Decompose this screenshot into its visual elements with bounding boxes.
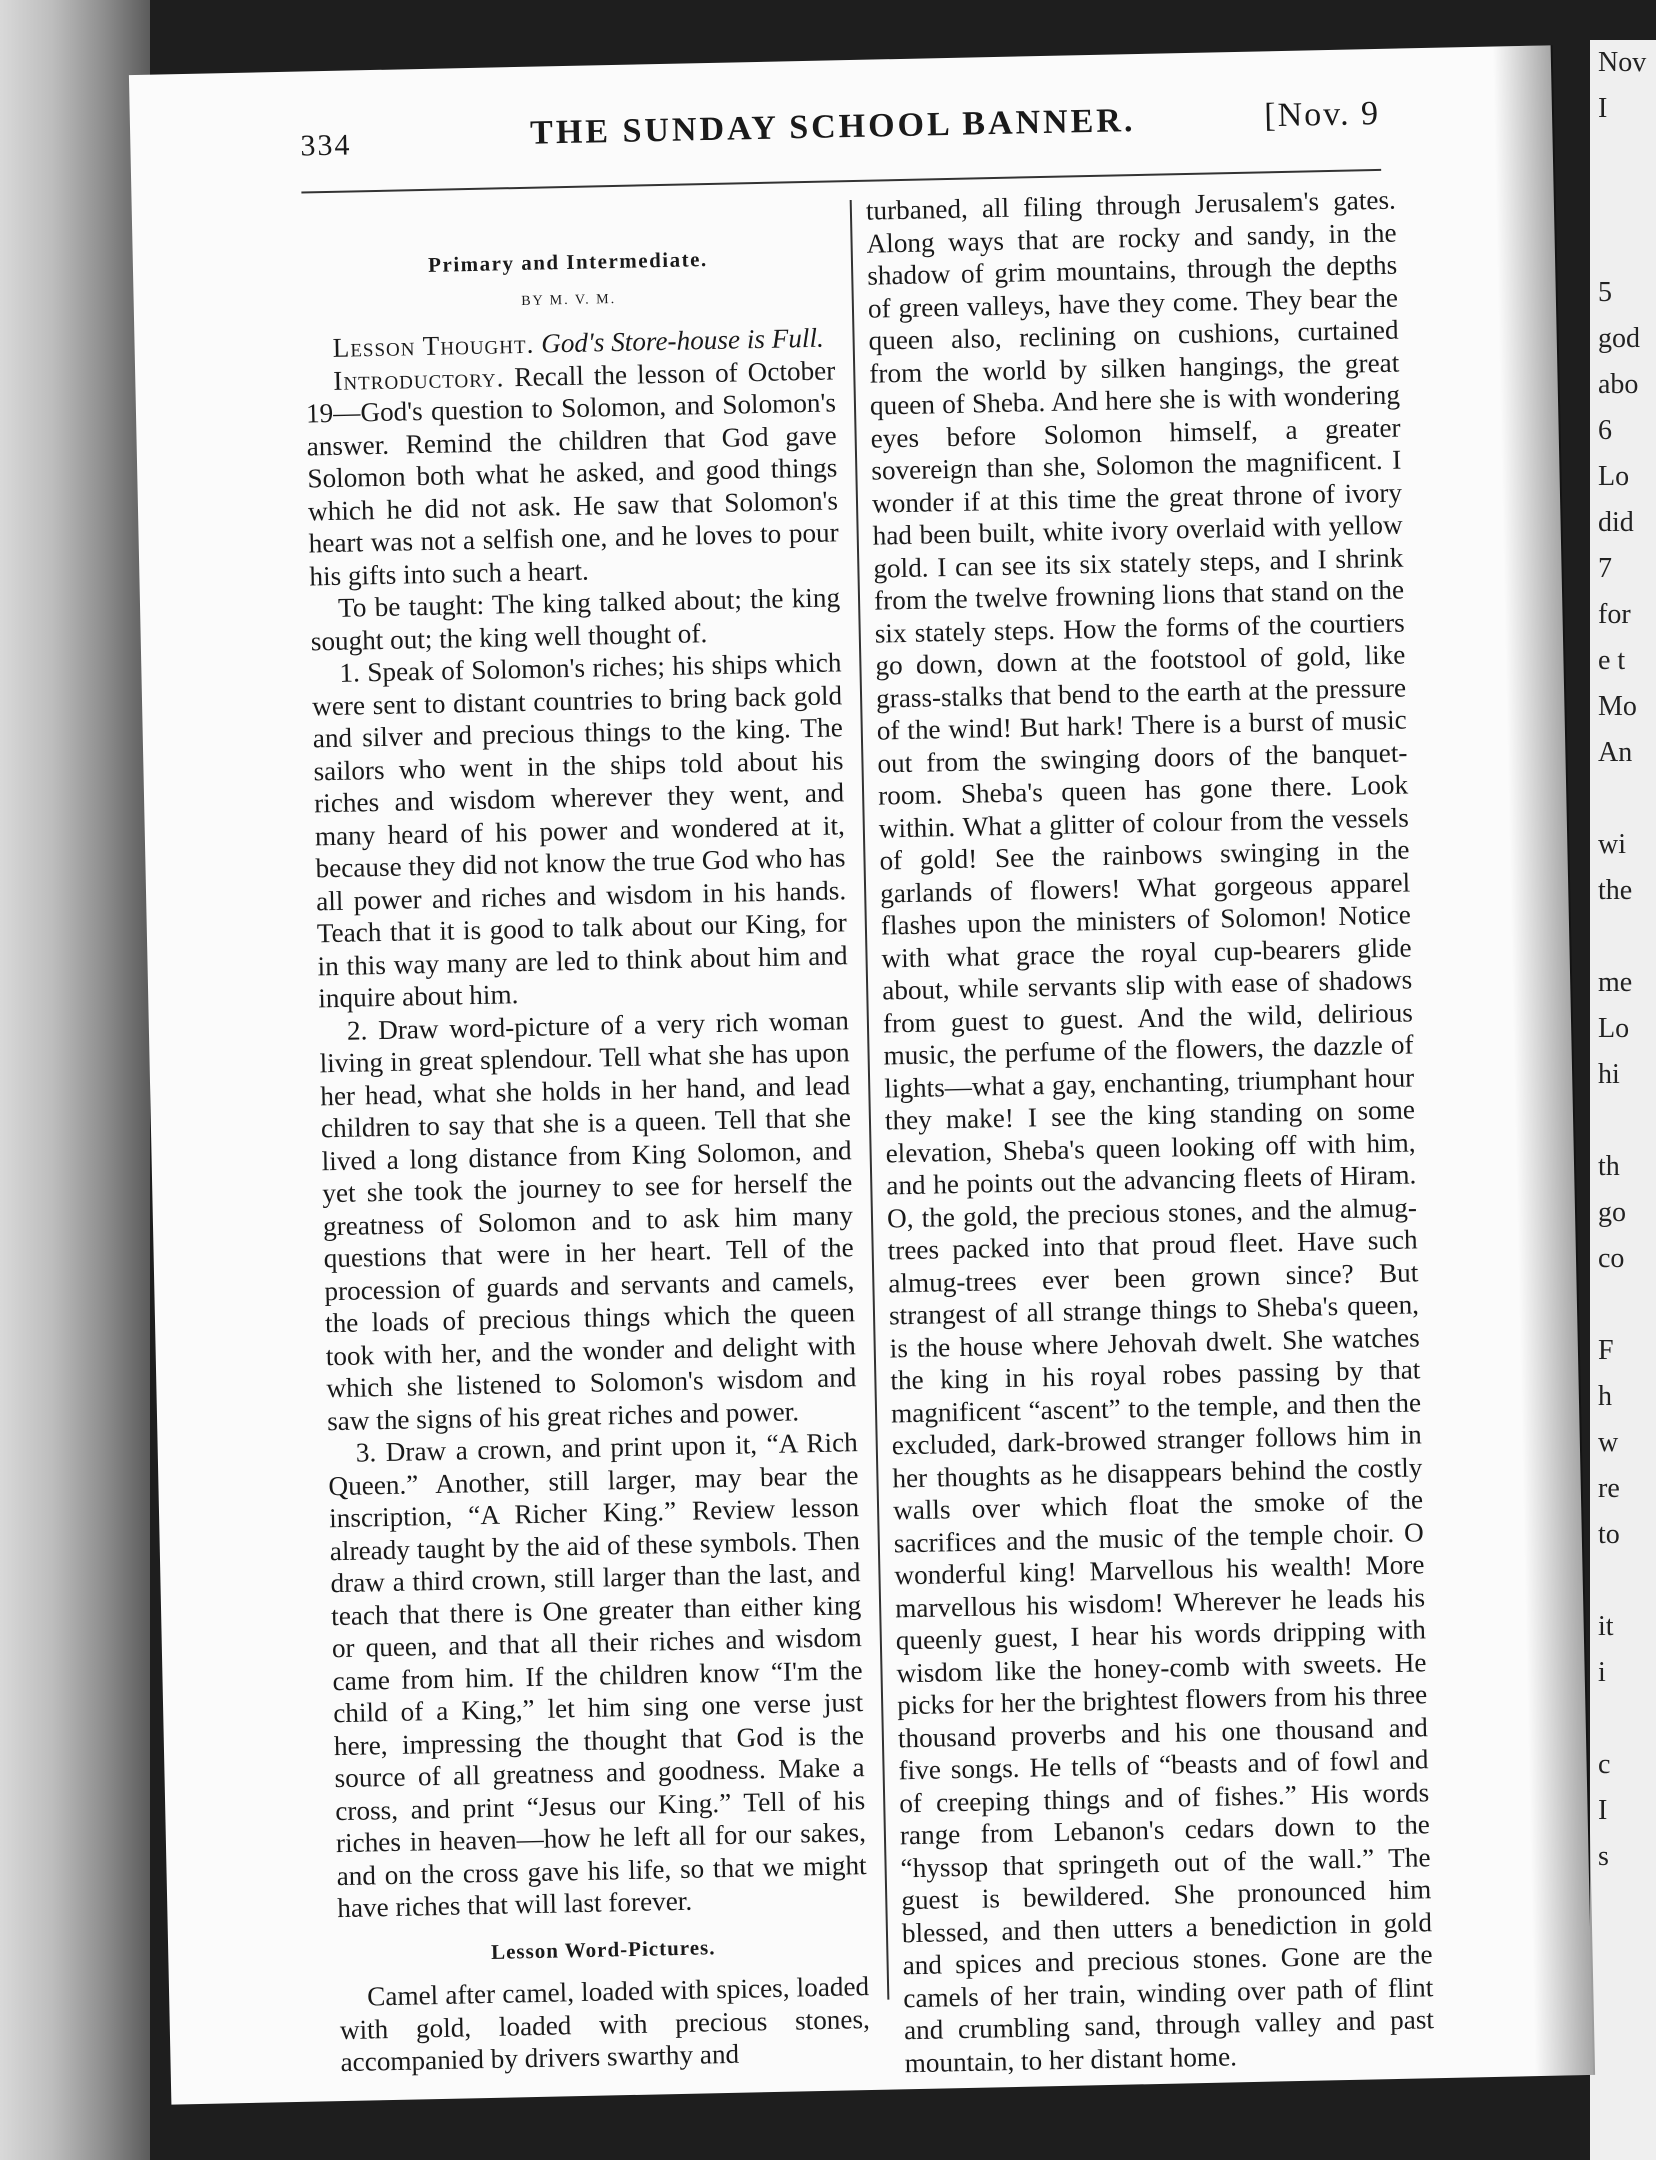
section-title: Primary and Intermediate. xyxy=(427,247,708,277)
facing-page-line: 6 xyxy=(1598,415,1612,446)
facing-page-line: did xyxy=(1598,507,1634,538)
facing-page-line: 5 xyxy=(1598,277,1612,308)
facing-page-line: god xyxy=(1598,323,1640,354)
introductory-paragraph xyxy=(305,354,840,593)
facing-page-line xyxy=(1590,1696,1656,1742)
lesson-thought-label: Lesson Thought. xyxy=(332,328,535,363)
page-number: 334 xyxy=(300,128,352,163)
facing-page-line: Lo xyxy=(1598,461,1630,492)
facing-page-line xyxy=(1590,776,1656,822)
facing-page-line: co xyxy=(1598,1243,1625,1274)
facing-page-line xyxy=(1590,132,1656,178)
facing-page-line: c xyxy=(1598,1749,1611,1780)
point-2: 2. Draw word-picture of a very rich woman living in great splendour. Tell what she has upon her head, what she holds in her hand, and lead children to say that she is a queen. Tell that she lived a long distance from King Solomon, and yet she took the journey to see for herself the greatness of Solomon and to ask him many questions that were in her heart. Tell of the procession of guards and servants and camels, the loads of precious things which the queen took with her, and the wonder and delight with which she listened to Solomon's wisdom and saw the signs of his great riches and power. xyxy=(319,1004,857,1436)
right-column xyxy=(866,184,1435,2080)
facing-page-line: me xyxy=(1598,967,1633,998)
facing-page-line: wi xyxy=(1598,829,1626,860)
book-edge-left xyxy=(0,0,150,2160)
byline: BY M. V. M. xyxy=(521,291,617,309)
word-pictures-title: Lesson Word-Pictures. xyxy=(490,1934,716,1964)
facing-page-line: I xyxy=(1598,1795,1608,1826)
facing-page-line: it xyxy=(1598,1611,1614,1642)
word-pictures-continued: turbaned, all filing through Jerusalem's gates. Along ways that are rocky and sandy, in the shadow of grim mountains, through the depths of green valleys, have they come. They bear the queen also, reclining on cushions, curtained from the world by silken hangings, the great queen of Sheba. And here she is with wondering eyes before Solomon himself, a greater sovereign than she, Solomon the magnificent. I wonder if at this time the great throne of ivory had been built, white ivory overlaid with yellow gold. I can see its six stately steps, and I shrink from the twelve frowning lions that stand on the six stately steps. How the forms of the courtiers go down, down at the footstool of gold, like grass-stalks that bend to the earth at the pressure of the wind! But hark! There is a burst of music out from the swinging doors of the banquet-room. Sheba's queen has gone there. Look within. What a glitter of colour from the vessels of gold! See the rainbows swinging in the garlands of flowers! What gorgeous apparel flashes upon the ministers of Solomon! Notice with what grace the royal cup-bearers glide about, while servants slip with ease of shadows from guest to guest. And the wild, delirious music, the perfume of the flowers, the dazzle of lights—what a gay, enchanting, triumphant hour they make! I see the king standing on some elevation, Sheba's queen looking off with him, and he points out the advancing fleets of Hiram. O, the gold, the precious stones, and the almug-trees packed into that proud fleet. Have such almug-trees ever been grown since? But strangest of all strange things to Sheba's queen, is the house where Jehovah dwelt. She watches the king in his royal robes passing by that magnificent “ascent” to the temple, and then the excluded, dark-browed stranger follows him in her thoughts as he disappears behind the costly walls over which float the smoke of the sacrifices and the music of the temple choir. O wonderful king! Marvellous his wealth! More marvellous his wisdom! Wherever he leads his queenly guest, I hear his words dripping with wisdom like the honey-comb with sweets. He picks for her the brightest flowers from his three thousand proverbs and his one thousand and five songs. He tells of “beasts and of fowl and of creeping things and of fishes.” His words range from Lebanon's cedars down to the “hyssop that springeth out of the wall.” The guest is bewildered. She pronounced him blessed, and then utters a benediction in gold and spices and precious stones. Gone are the camels of her train, winding over path of flint and crumbling sand, through valley and past mountain, to her distant home. xyxy=(865,184,1435,2078)
facing-page-line: F xyxy=(1598,1335,1614,1366)
facing-page-line: abo xyxy=(1598,369,1639,400)
facing-page-line: An xyxy=(1598,737,1633,768)
facing-page-line xyxy=(1590,1558,1656,1604)
point-1: 1. Speak of Solomon's riches; his ships which were sent to distant countries to bring back gold and silver and precious things to the king. The sailors who went in the ships told about his riches and wisdom wherever they went, and many heard of his power and wondered at it, because they did not know the true God who has all power and riches and wisdom in his hands. Teach that it is good to talk about our King, for in this way many are led to think about him and inquire about him. xyxy=(311,647,848,1014)
facing-page-line: th xyxy=(1598,1151,1620,1182)
to-be-taught: To be taught: The king talked about; the king sought out; the king well thought of. xyxy=(310,582,841,656)
facing-page-line xyxy=(1590,178,1656,224)
facing-page-line: Mo xyxy=(1598,691,1637,722)
facing-page-line: Nov xyxy=(1598,47,1647,78)
facing-page-line xyxy=(1590,1282,1656,1328)
facing-page-line: Lo xyxy=(1598,1013,1630,1044)
facing-page-line: e t xyxy=(1598,645,1626,676)
book-page xyxy=(129,45,1593,2104)
word-pictures-start: Camel after camel, loaded with spices, loaded with gold, loaded with precious stones, accompanied by drivers swarthy and xyxy=(339,1971,871,2078)
facing-page-line: 7 xyxy=(1598,553,1612,584)
facing-page-line xyxy=(1590,1098,1656,1144)
issue-date: [Nov. 9 xyxy=(1263,94,1381,135)
facing-page-line: h xyxy=(1598,1381,1612,1412)
publication-title: THE SUNDAY SCHOOL BANNER. xyxy=(529,102,1136,152)
facing-page-line: i xyxy=(1598,1657,1606,1688)
facing-page-line: s xyxy=(1598,1841,1609,1872)
facing-page-line: I xyxy=(1598,93,1608,124)
facing-page-line xyxy=(1590,224,1656,270)
facing-page-line: hi xyxy=(1598,1059,1620,1090)
point-3: 3. Draw a crown, and print upon it, “A Rich Queen.” Another, still larger, may bear the inscription, “A Richer King.” Review lesson already taught by the aid of these symbols. Then draw a third crown, still larger than the last, and teach that there is One greater than either king or queen, and that all their riches and wisdom came from him. If the children know “I'm the child of a King,” let him sing one verse just here, impressing the thought that God is the source of all greatness and goodness. Make a cross, and print “Jesus our King.” Tell of his riches in heaven—how he left all for our sakes, and on the cross gave his life, so that we might have riches that will last forever. xyxy=(328,1427,867,1924)
facing-page-line: re xyxy=(1598,1473,1620,1504)
facing-page-line: to xyxy=(1598,1519,1620,1550)
facing-page-line: for xyxy=(1598,599,1631,630)
introductory-label: Introductory. xyxy=(333,361,505,396)
facing-page-line: go xyxy=(1598,1197,1626,1228)
facing-page-line: the xyxy=(1598,875,1633,906)
lesson-thought-text: God's Store-house is Full. xyxy=(540,322,825,359)
facing-page-fragment xyxy=(1590,40,1656,2160)
left-column xyxy=(303,240,871,2078)
facing-page-line xyxy=(1590,914,1656,960)
spine-shadow xyxy=(1493,45,1596,2076)
introductory-text: Recall the lesson of October 19—God's question to Solomon, and Solomon's answer. Remind the children that God gave Solomon both what he asked, and good things which he did not ask. He saw that Solomon's heart was not a selfish one, and he loves to pour his gifts into such a heart. xyxy=(305,354,839,591)
facing-page-line: w xyxy=(1598,1427,1619,1458)
page-header xyxy=(300,94,1381,180)
